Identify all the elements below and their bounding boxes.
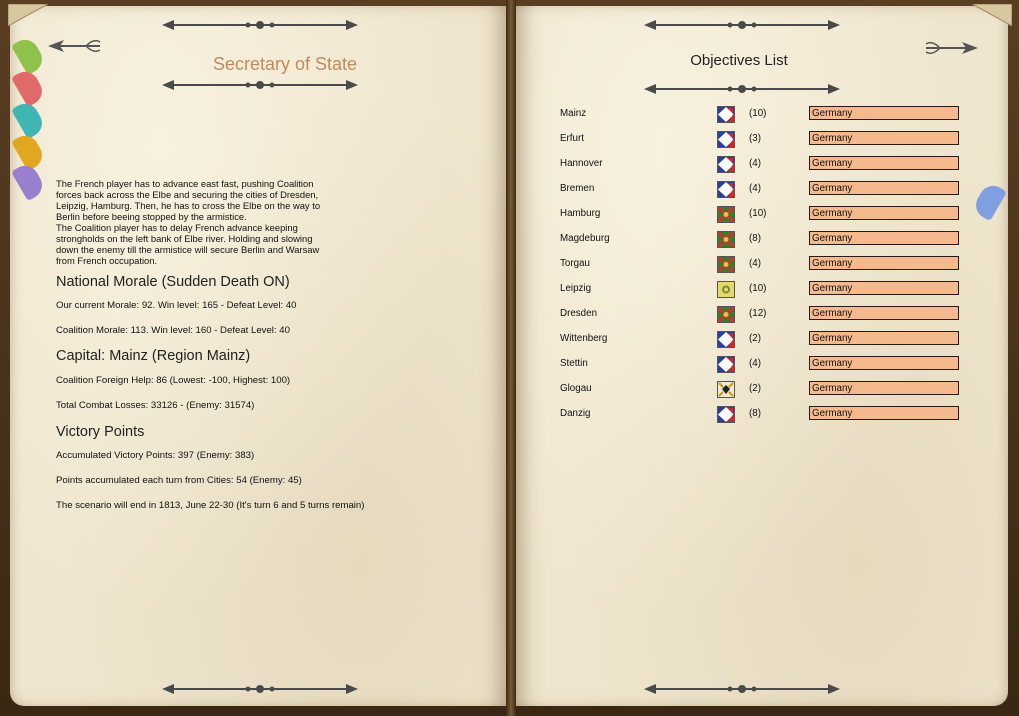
objective-owner: Germany (809, 381, 959, 395)
objective-value: (2) (749, 333, 761, 344)
french-flag-icon (717, 406, 735, 423)
objective-owner: Germany (809, 231, 959, 245)
french-flag-icon (717, 131, 735, 148)
ornament-under-objectives-title (642, 82, 842, 96)
objective-owner: Germany (809, 106, 959, 120)
objective-owner: Germany (809, 256, 959, 270)
objectives-title: Objectives List (690, 52, 788, 69)
objective-name: Magdeburg (560, 233, 610, 244)
objective-name: Torgau (560, 258, 590, 269)
green-red-flag-icon (717, 231, 735, 248)
page-corner-left[interactable] (8, 4, 48, 26)
objective-name: Dresden (560, 308, 598, 319)
green-red-flag-icon (717, 306, 735, 323)
objective-name: Wittenberg (560, 333, 608, 344)
objective-row[interactable] (512, 281, 1008, 299)
ornament-bottom-right (642, 682, 842, 696)
scenario-end-text: The scenario will end in 1813, June 22-30 (It's turn 6 and 5 turns remain) (56, 500, 365, 511)
objective-row[interactable] (512, 356, 1008, 374)
objective-value: (2) (749, 383, 761, 394)
objective-value: (4) (749, 358, 761, 369)
flourish-right-icon (924, 40, 980, 56)
accumulated-vp-text: Accumulated Victory Points: 397 (Enemy: 383) (56, 450, 255, 461)
objective-owner: Germany (809, 406, 959, 420)
objective-owner: Germany (809, 181, 959, 195)
french-flag-icon (717, 356, 735, 373)
objective-name: Glogau (560, 383, 592, 394)
objective-row[interactable] (512, 181, 1008, 199)
points-per-turn-text: Points accumulated each turn from Cities: 54 (Enemy: 45) (56, 475, 302, 486)
book-spine (506, 0, 516, 716)
objective-name: Erfurt (560, 133, 584, 144)
objective-name: Hannover (560, 158, 603, 169)
objective-row[interactable] (512, 106, 1008, 124)
capital-heading: Capital: Mainz (Region Mainz) (56, 348, 251, 364)
objective-row[interactable] (512, 256, 1008, 274)
french-flag-icon (717, 181, 735, 198)
left-page (10, 6, 510, 706)
scenario-description: The French player has to advance east fast, pushing Coalition forces back across the Elbe and securing the cities of Dresden, Leipzig, Hamburg. Then, he has to cross the Elbe on the way to Berlin before beeing stopped by the armistice. The Coalition player has to delay French advance keeping strongholds on the left bank of Elbe river. Holding and slowing down the enemy till the armistice will secure Berlin and Warsaw from French occupation. (56, 178, 321, 266)
ornament-top-right (642, 18, 842, 32)
objective-value: (10) (749, 283, 767, 294)
objective-value: (4) (749, 183, 761, 194)
foreign-help-text: Coalition Foreign Help: 86 (Lowest: -100, Highest: 100) (56, 375, 291, 386)
morale-heading: National Morale (Sudden Death ON) (56, 274, 290, 290)
ornament-under-title (160, 78, 360, 92)
french-flag-icon (717, 331, 735, 348)
our-morale-text: Our current Morale: 92. Win level: 165 - Defeat Level: 40 (56, 300, 297, 311)
objective-name: Danzig (560, 408, 591, 419)
objective-name: Stettin (560, 358, 588, 369)
objective-row[interactable] (512, 306, 1008, 324)
objective-name: Hamburg (560, 208, 601, 219)
ornament-bottom-left (160, 682, 360, 696)
objective-owner: Germany (809, 306, 959, 320)
objective-value: (3) (749, 133, 761, 144)
green-red-flag-icon (717, 206, 735, 223)
objective-owner: Germany (809, 331, 959, 345)
right-page (512, 6, 1008, 706)
eagle-flag-icon (717, 381, 735, 398)
objective-name: Leipzig (560, 283, 592, 294)
objective-value: (12) (749, 308, 767, 319)
objective-owner: Germany (809, 281, 959, 295)
page-title: Secretary of State (212, 54, 358, 74)
objective-owner: Germany (809, 131, 959, 145)
combat-losses-text: Total Combat Losses: 33126 - (Enemy: 31574) (56, 400, 255, 411)
objective-row[interactable] (512, 381, 1008, 399)
objective-owner: Germany (809, 156, 959, 170)
objective-row[interactable] (512, 156, 1008, 174)
objective-name: Bremen (560, 183, 595, 194)
french-flag-icon (717, 106, 735, 123)
coalition-morale-text: Coalition Morale: 113. Win level: 160 - Defeat Level: 40 (56, 325, 290, 336)
objective-value: (8) (749, 408, 761, 419)
flourish-left-icon (46, 38, 102, 54)
objective-value: (4) (749, 158, 761, 169)
page-corner-right[interactable] (972, 4, 1012, 26)
objective-row[interactable] (512, 131, 1008, 149)
ornament-top-left (160, 18, 360, 32)
objective-owner: Germany (809, 356, 959, 370)
objective-owner: Germany (809, 206, 959, 220)
objective-value: (4) (749, 258, 761, 269)
objective-row[interactable] (512, 406, 1008, 424)
objective-row[interactable] (512, 331, 1008, 349)
french-flag-icon (717, 156, 735, 173)
objective-value: (10) (749, 208, 767, 219)
objective-row[interactable] (512, 231, 1008, 249)
victory-points-heading: Victory Points (56, 424, 145, 440)
objective-row[interactable] (512, 206, 1008, 224)
objective-name: Mainz (560, 108, 587, 119)
green-red-flag-icon (717, 256, 735, 273)
objective-value: (10) (749, 108, 767, 119)
yellow-crest-flag-icon (717, 281, 735, 298)
objective-value: (8) (749, 233, 761, 244)
